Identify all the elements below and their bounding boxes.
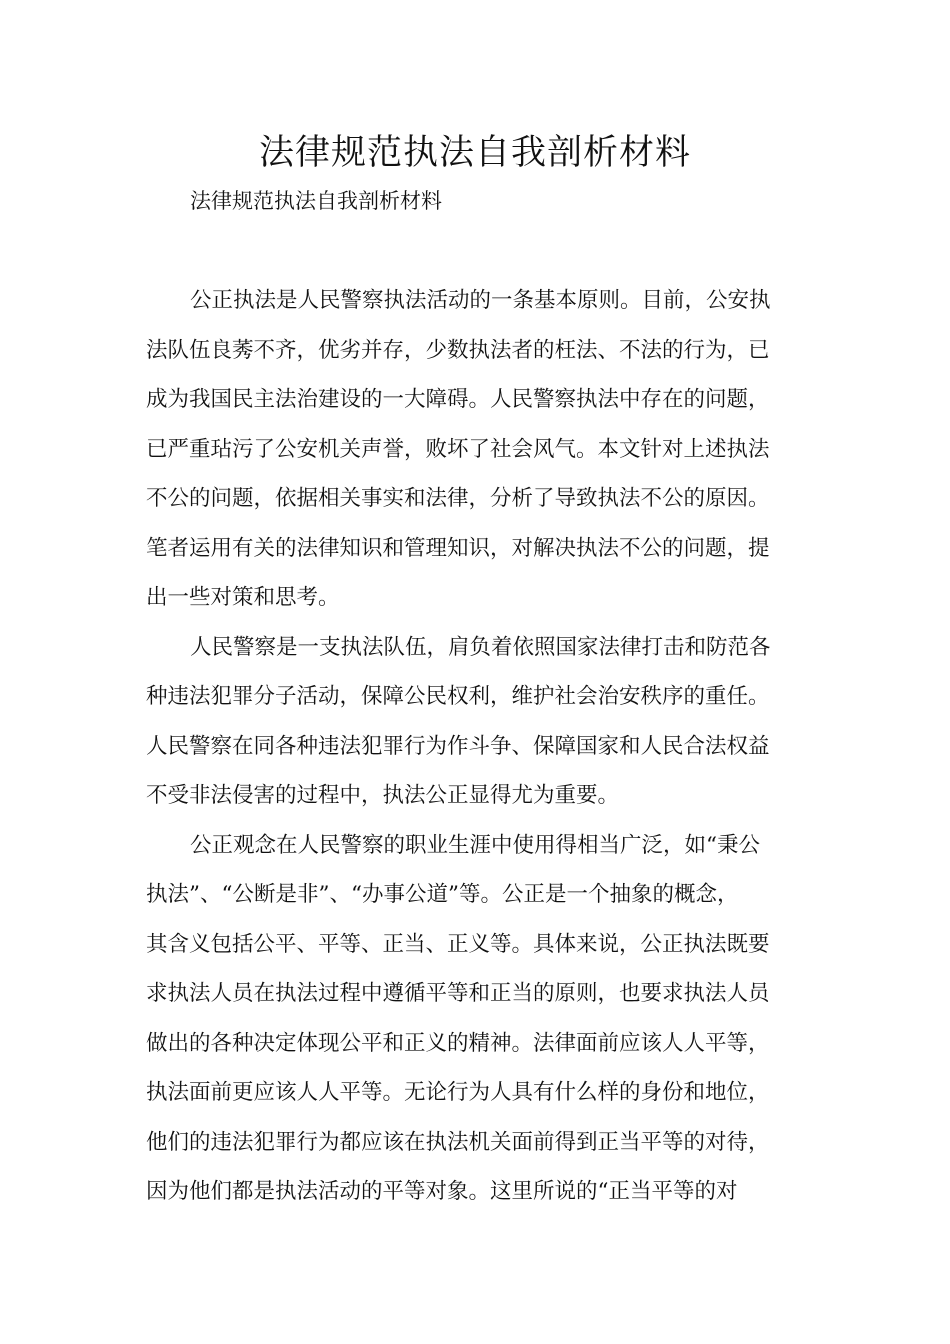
paragraph-line: 他们的违法犯罪行为都应该在执法机关面前得到正当平等的对待， [146, 1129, 770, 1155]
paragraph-line: 成为我国民主法治建设的一大障碍。人民警察执法中存在的问题， [146, 387, 770, 412]
paragraph-line: 人民警察是一支执法队伍，肩负着依照国家法律打击和防范各 [190, 634, 771, 660]
document-subtitle: 法律规范执法自我剖析材料 [190, 189, 442, 213]
paragraph-line: 执法面前更应该人人平等。无论行为人具有什么样的身份和地位， [146, 1080, 770, 1105]
paragraph-line: 法队伍良莠不齐，优劣并存，少数执法者的枉法、不法的行为，已 [146, 337, 770, 363]
paragraph-line: 公正观念在人民警察的职业生涯中使用得相当广泛，如“秉公 [190, 832, 760, 858]
paragraph-line: 求执法人员在执法过程中遵循平等和正当的原则，也要求执法人员 [146, 981, 770, 1006]
paragraph-line: 不受非法侵害的过程中，执法公正显得尤为重要。 [146, 783, 620, 808]
paragraph-line: 人民警察在同各种违法犯罪行为作斗争、保障国家和人民合法权益 [146, 733, 770, 759]
paragraph-line: 笔者运用有关的法律知识和管理知识，对解决执法不公的问题，提 [146, 535, 770, 561]
paragraph-line: 做出的各种决定体现公平和正义的精神。法律面前应该人人平等， [146, 1030, 770, 1056]
paragraph-line: 执法”、“公断是非”、“办事公道”等。公正是一个抽象的概念， [146, 882, 739, 907]
paragraph-line: 已严重玷污了公安机关声誉，败坏了社会风气。本文针对上述执法 [146, 436, 770, 462]
paragraph-line: 种违法犯罪分子活动，保障公民权利，维护社会治安秩序的重任。 [146, 684, 770, 709]
paragraph-line: 因为他们都是执法活动的平等对象。这里所说的“正当平等的对 [146, 1179, 738, 1204]
document-title: 法律规范执法自我剖析材料 [258, 133, 691, 173]
paragraph-line: 公正执法是人民警察执法活动的一条基本原则。目前，公安执 [190, 288, 771, 313]
document-body [146, 284, 814, 1225]
paragraph-2 [146, 631, 814, 813]
paragraph-1 [146, 284, 814, 614]
paragraph-line: 出一些对策和思考。 [146, 585, 340, 610]
paragraph-line: 其含义包括公平、平等、正当、正义等。具体来说，公正执法既要 [146, 931, 770, 957]
paragraph-line: 不公的问题，依据相关事实和法律，分析了导致执法不公的原因。 [146, 486, 770, 511]
paragraph-3 [146, 829, 814, 1209]
